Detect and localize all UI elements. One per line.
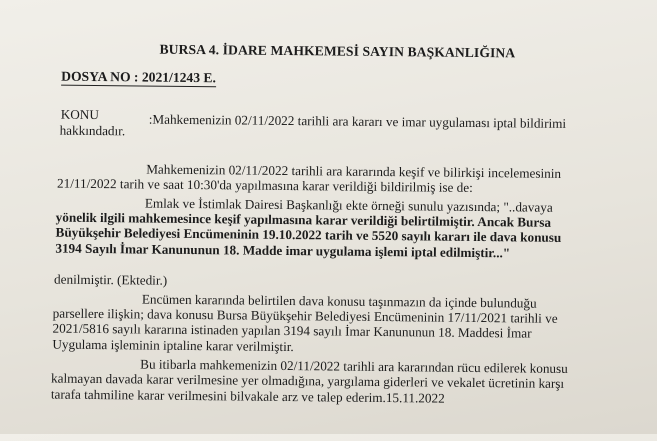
body-line: Uygulama işleminin iptaline karar verilmiştir. [52,336,294,355]
body-line: parsellere ilişkin; dava konusu Bursa Büyükşehir Belediyesi Encümeninin 17/11/2021 tarihli ve [52,305,558,326]
subject-text: :Mahkemenizin 02/11/2022 tarihli ara kararı ve imar uygulaması iptal bildirimi [148,111,567,131]
body-line: Bu itibarla mahkemenizin 02/11/2022 tarihli ara kararından rücu edilerek konusu [140,356,568,376]
body-line: 2021/5816 sayılı kararına istinaden yapılan 3194 sayılı İmar Kanununun 18. Maddesi İmar [52,320,532,341]
case-number: DOSYA NO : 2021/1243 E. [61,68,216,86]
quoted-line-bold: yönelik ilgili mahkemesince keşif yapılmasına karar verildiği belirtilmiştir. Ancak Bursa [55,209,552,230]
body-line: denilmiştir. (Ektedir.) [54,271,168,288]
document-title: BURSA 4. İDARE MAHKEMESİ SAYIN BAŞKANLIĞINA [159,41,516,61]
body-line: tarafa tahmiline karar verilmesini bilvakale arz ve talep ederim.15.11.2022 [50,386,445,406]
body-line: Encümen kararında belirtilen dava konusu taşınmazın da içinde bulunduğu [141,291,537,311]
quoted-line-bold: Büyükşehir Belediyesi Encümeninin 19.10.2022 tarih ve 5520 sayılı kararı ile dava konusu [55,224,562,245]
body-line: 21/11/2022 tarih ve saat 10:30'da yapılmasına karar verildiği bildirilmiş ise de: [57,175,473,195]
subject-text-continued: hakkındadır. [59,122,126,139]
subject-label: KONU [60,106,99,123]
body-line: Mahkemenizin 02/11/2022 tarihli ara kararında keşif ve bilirkişi incelemesinin [146,161,562,181]
quoted-line-bold: 3194 Sayılı İmar Kanununun 18. Madde imar uygulama işlemi iptal edilmiştir..." [55,240,511,261]
body-line: Emlak ve İstimlak Dairesi Başkanlığı ekte örneği sunulu yazısında; "..davaya [144,195,553,215]
body-line: kalmayan davada karar verilmesine yer olmadığına, yargılama giderleri ve vekalet ücretinin karşı [50,370,565,391]
